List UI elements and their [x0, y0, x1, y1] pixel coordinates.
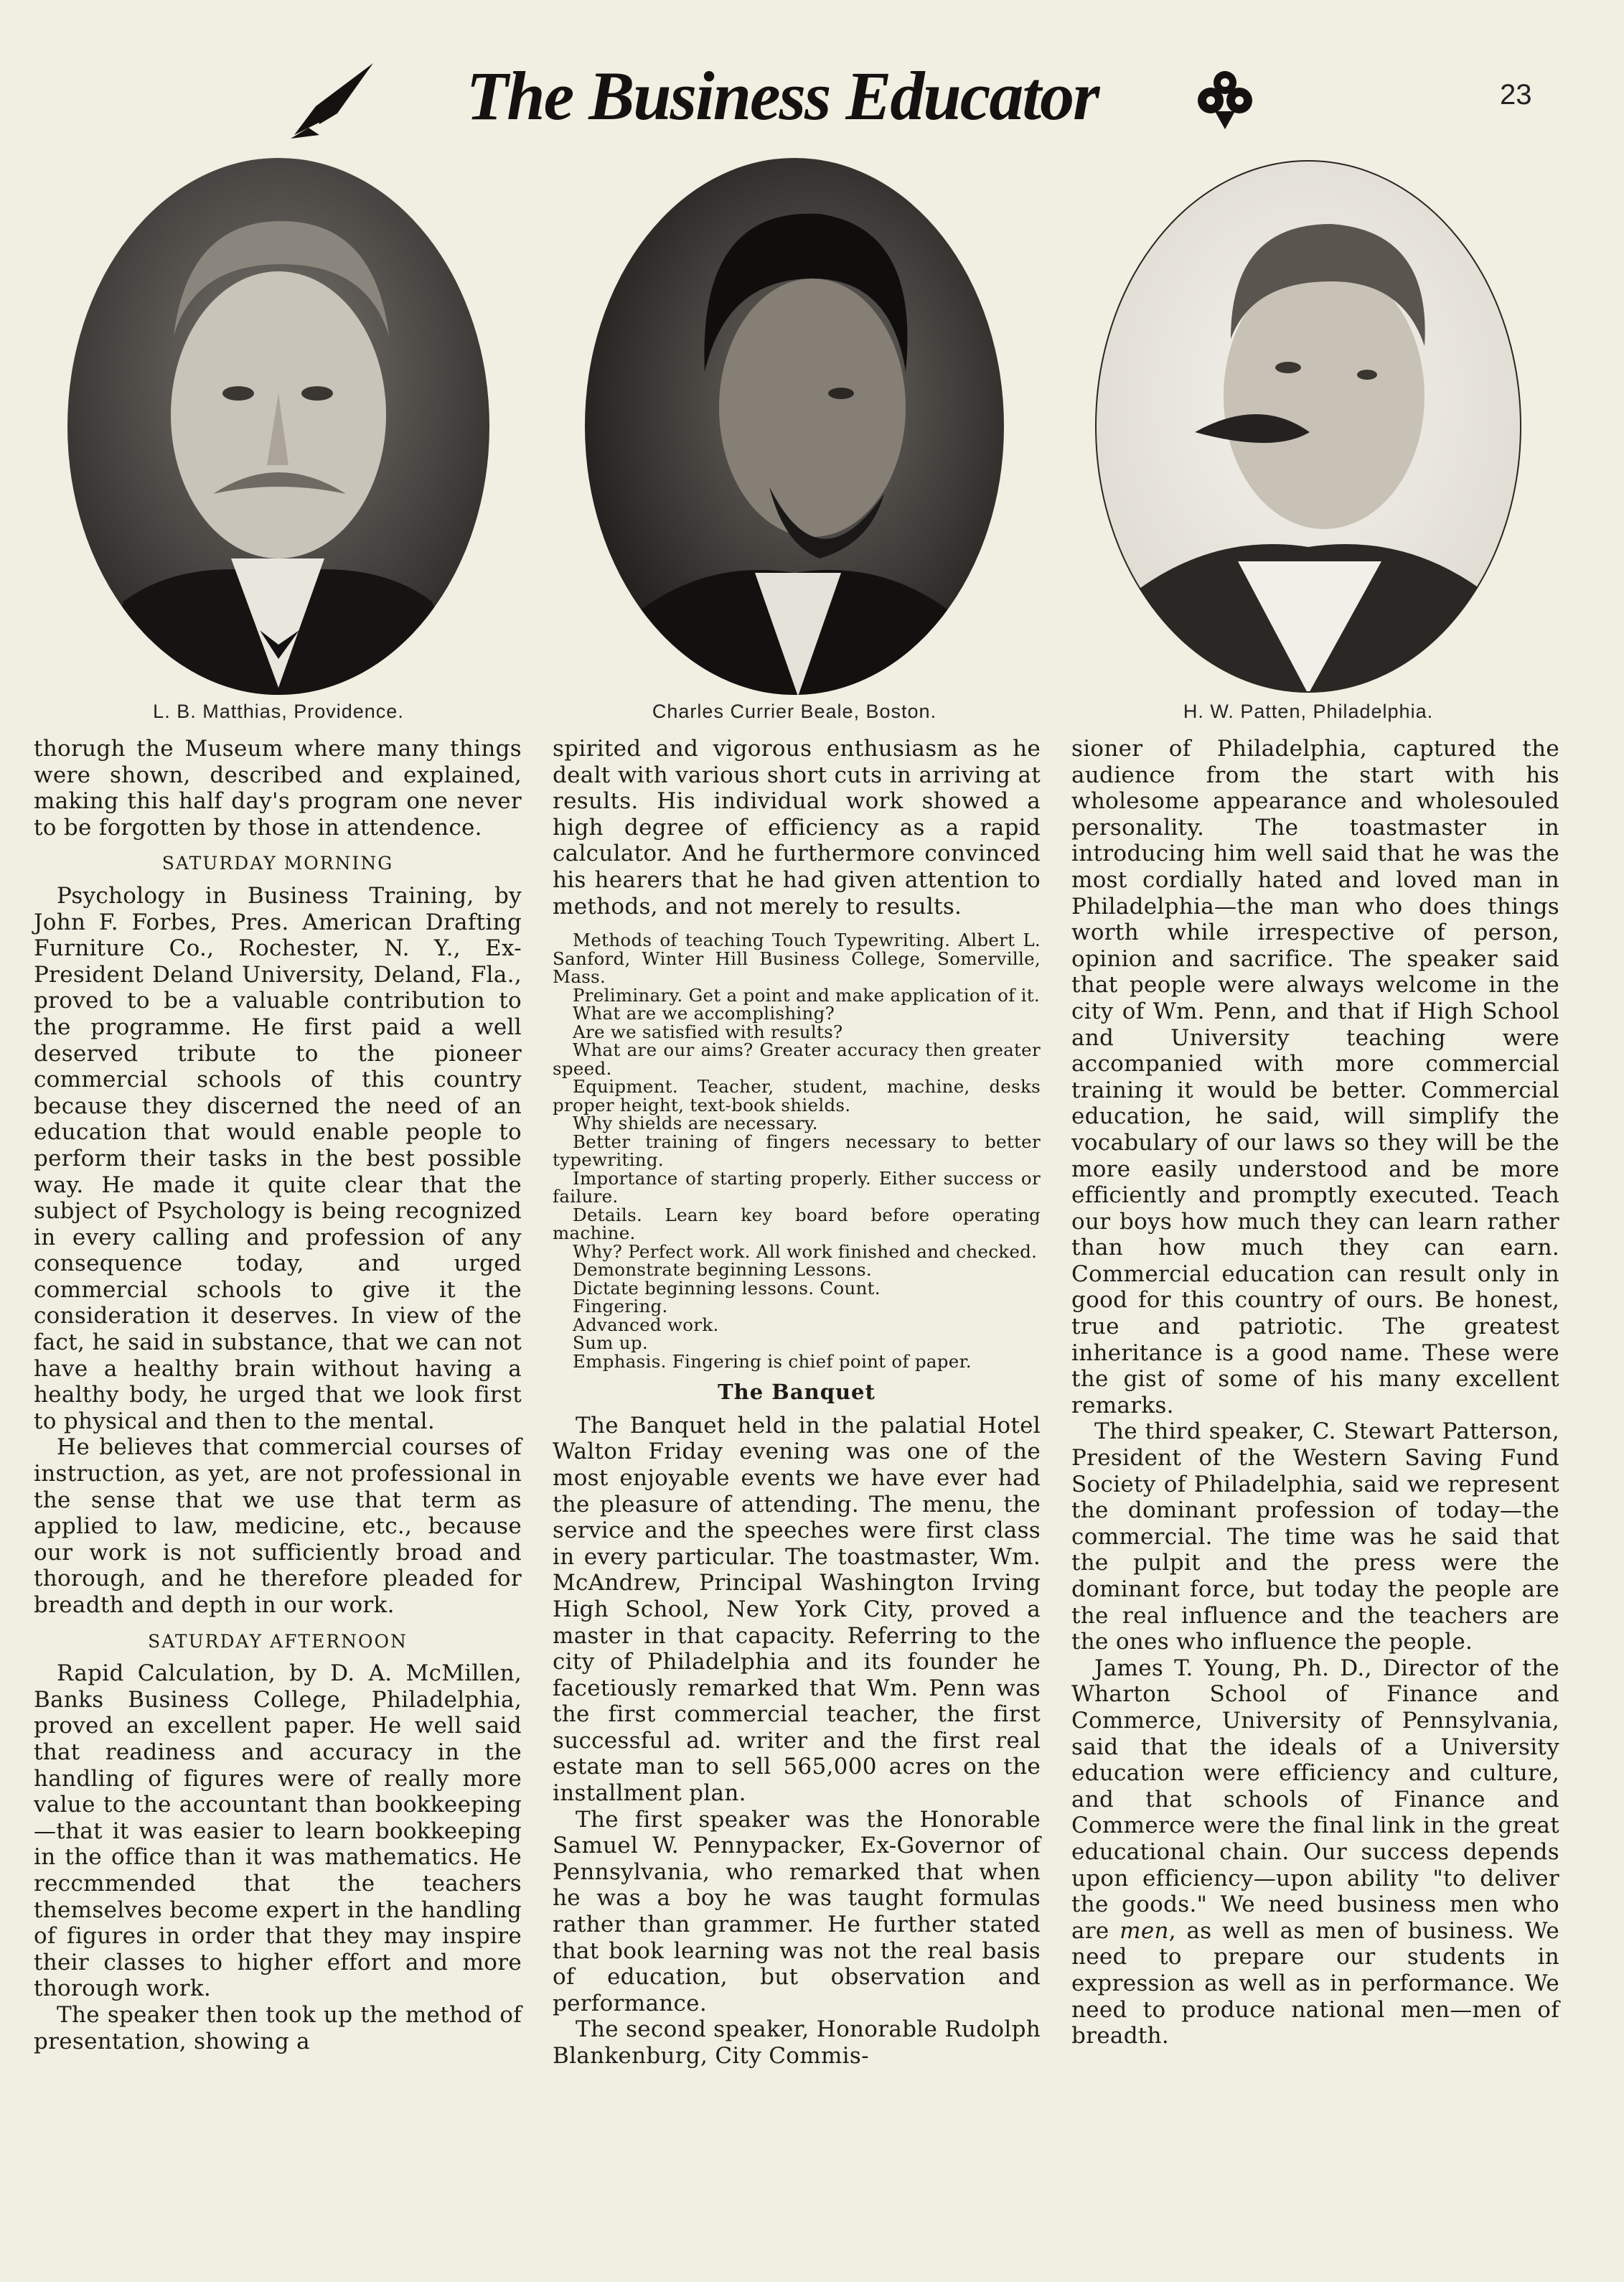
- outline-item: What are our aims? Greater accuracy then greater speed.: [553, 1039, 1041, 1079]
- typewriting-outline: [553, 931, 1041, 1370]
- paragraph: [1071, 1655, 1559, 2049]
- paragraph: The third speaker, C. Stewart Patterson, President of the Western Saving Fund Society of Philadelphia, said we represent the dominant profession of today—the commercial. The time was he said that the pulpit and the press were the dominant force, but today the people are the real influence and the teachers are the ones who influence the people.: [1071, 1418, 1559, 1655]
- paragraph: He believes that commercial courses of instruction, as yet, are not professional in the sense that we use that term as applied to law, medicine, etc., because our work is not sufficiently broad and thorough, and he therefore pleaded for breadth and depth in our work.: [34, 1434, 522, 1618]
- portrait-caption: L. B. Matthias, Providence.: [153, 701, 404, 722]
- text-column-1: [34, 736, 522, 2054]
- outline-item: Dictate beginning lessons. Count.: [573, 1277, 881, 1299]
- portrait-beale: [583, 156, 1006, 696]
- outline-item: Why shields are necessary.: [573, 1113, 818, 1134]
- outline-item: Importance of starting properly. Either success or failure.: [553, 1167, 1041, 1207]
- text-column-3: [1071, 736, 1559, 2049]
- emphasis-text: men: [1120, 1917, 1169, 1944]
- outline-item: Emphasis. Fingering is chief point of paper.: [573, 1350, 972, 1372]
- paragraph: Psychology in Business Training, by John F. Forbes, Pres. American Drafting Furniture Co., Rochester, N. Y., Ex-President Deland University, Deland, Fla., proved to be a valuable contribution to the programme. He first paid a well deserved tribute to the pioneer commercial schools of this country because they discerned the need of an education that would enable people to perform their tasks in the best possible way. He made it quite clear that the subject of Psychology is being recognized in every calling and profession of any consequence today, and urged commercial schools to give it the consideration it deserves. In view of the fact, he said in substance, that we can not have a healthy brain without having a healthy body, he urged that we look first to physical and then to the mental.: [34, 882, 522, 1434]
- paragraph: thorugh the Museum where many things were shown, described and explained, making this half day's program one never to be forgotten by those in attendence.: [34, 736, 522, 841]
- section-heading: SATURDAY AFTERNOON: [148, 1630, 408, 1652]
- paragraph-text: James T. Young, Ph. D., Director of the Wharton School of Finance and Commerce, University of Pennsylvania, said that the ideals of a University education were efficiency and culture, and that schools of Finance and Commerce were the final link in the great educational chain. Our success depends upon efficiency—upon ability "to deliver the goods." We need business men who are: [1071, 1655, 1559, 1944]
- banquet-heading: The Banquet: [718, 1380, 876, 1405]
- outline-item: Equipment. Teacher, student, machine, desks proper height, text-book shields.: [553, 1076, 1041, 1116]
- outline-item: Fingering.: [573, 1296, 668, 1317]
- section-heading: SATURDAY MORNING: [161, 853, 394, 874]
- text-column-2: [553, 736, 1041, 2070]
- paragraph: The second speaker, Honorable Rudolph Blankenburg, City Commis-: [553, 2016, 1041, 2069]
- outline-item: Advanced work.: [573, 1314, 719, 1335]
- outline-item: What are we accomplishing?: [573, 1003, 835, 1024]
- portrait-patten: [1094, 159, 1522, 694]
- outline-item: Demonstrate beginning Lessons.: [573, 1259, 872, 1281]
- page-number: 23: [1500, 79, 1532, 111]
- portrait-caption: Charles Currier Beale, Boston.: [652, 701, 937, 722]
- paragraph-text: , as well as men of business. We need to prepare our students in expression as well as in performance. We need to produce national men—men of breadth.: [1071, 1917, 1559, 2049]
- outline-item: Details. Learn key board before operating machine.: [553, 1204, 1041, 1244]
- portrait-matthias: [66, 156, 491, 696]
- quill-pen-icon: [287, 56, 380, 142]
- ornament-icon: [1195, 61, 1256, 133]
- paragraph: Rapid Calculation, by D. A. McMillen, Banks Business College, Philadelphia, proved an excellent paper. He well said that readiness and accuracy in the handling of figures were of really more value to the accountant than bookkeeping—that it was easier to learn bookkeeping in the office than it was mathematics. He reccmmended that the teachers themselves become expert in the handling of figures in order that they may inspire their classes to higher effort and more thorough work.: [34, 1660, 522, 2002]
- paragraph: The first speaker was the Honorable Samuel W. Pennypacker, Ex-Governor of Pennsylvania, who remarked that when he was a boy he was taught formulas rather than grammer. He further stated that book learning was not the real basis of education, but observation and performance.: [553, 1806, 1041, 2016]
- outline-item: Sum up.: [573, 1332, 648, 1354]
- outline-item: Why? Perfect work. All work finished and checked.: [573, 1240, 1038, 1262]
- outline-item: Better training of fingers necessary to better typewriting.: [553, 1131, 1041, 1171]
- outline-item: Are we satisfied with results?: [573, 1021, 843, 1042]
- paragraph: sioner of Philadelphia, captured the audience from the start with his wholesome appearance and wholesouled personality. The toastmaster in introducing him well said that he was the most cordially hated and loved man in Philadelphia—the man who does things worth while irrespective of person, opinion and sacrifice. The speaker said that people were always welcome in the city of Wm. Penn, and that if High School and University teaching were accompanied with more commercial training it would be better. Commercial education, he said, will simplify the vocabulary of our laws so they will be the more easily understood and be more efficiently and promptly executed. Teach our boys how much they can learn rather than how much they can earn. Commercial education can result only in good for this country of ours. Be honest, true and patriotic. The greatest inheritance is a good name. These were the gist of some of his many excellent remarks.: [1071, 736, 1559, 1418]
- masthead: [0, 43, 1624, 144]
- paragraph: The Banquet held in the palatial Hotel Walton Friday evening was one of the most enjoyable events we have ever had the pleasure of attending. The menu, the service and the speeches were first class in every particular. The toastmaster, Wm. McAndrew, Principal Washington Irving High School, New York City, proved a master in that capacity. Referring to the city of Philadelphia and its founder he facetiously remarked that Wm. Penn was the first commercial teacher, the first successful ad. writer and the first real estate man to sell 565,000 acres on the installment plan.: [553, 1412, 1041, 1807]
- outline-item: Methods of teaching Touch Typewriting. Albert L. Sanford, Winter Hill Business College, Somerville, Mass.: [553, 930, 1041, 988]
- masthead-title: The Business Educator: [466, 57, 1099, 134]
- paragraph: The speaker then took up the method of presentation, showing a: [34, 2001, 522, 2054]
- portrait-caption: H. W. Patten, Philadelphia.: [1183, 701, 1434, 722]
- paragraph: spirited and vigorous enthusiasm as he dealt with various short cuts in arriving at results. His individual work showed a high degree of efficiency as a rapid calculator. And he furthermore convinced his hearers that he had given attention to methods, and not merely to results.: [553, 736, 1041, 920]
- outline-item: Preliminary. Get a point and make application of it.: [573, 984, 1040, 1006]
